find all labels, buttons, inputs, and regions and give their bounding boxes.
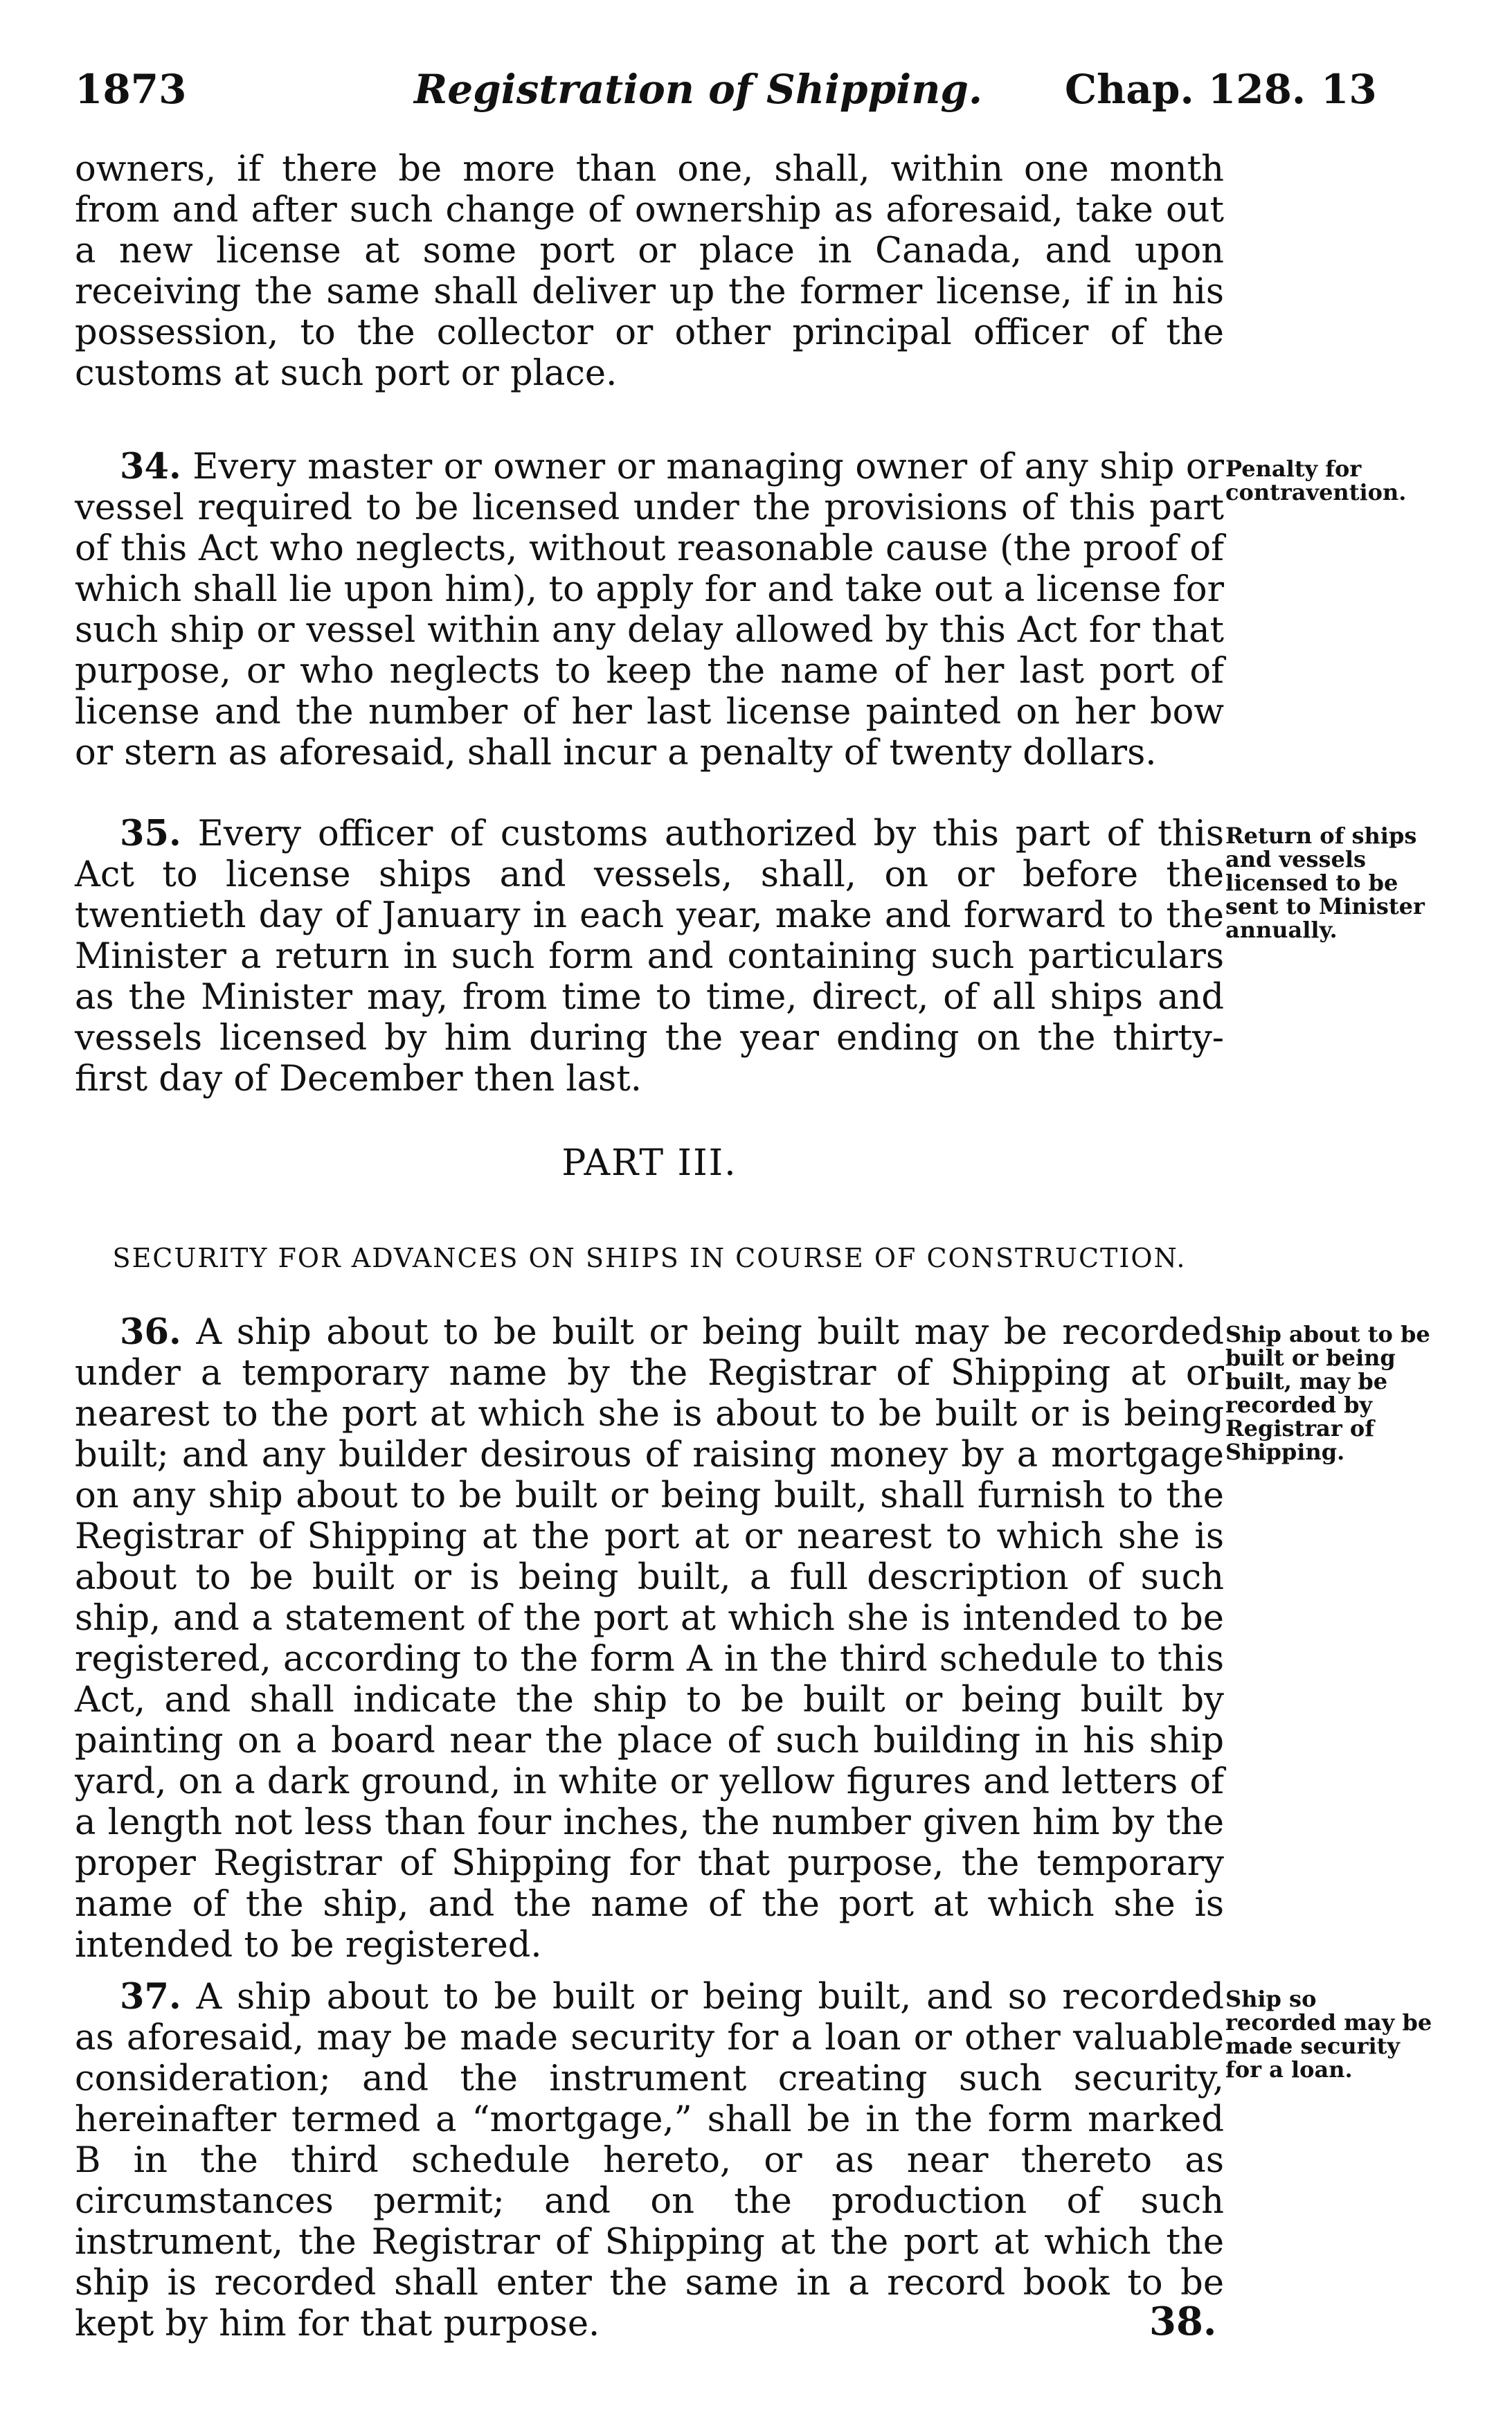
margin-note-37: Ship so recorded may be made security for a loan.	[1225, 1986, 1432, 2083]
section-text: Every officer of customs authorized by this part of this Act to license ships and vessels, shall, on or before the twentieth day of January in each year, make and forward to the Minister a return in such form and containing such particulars as the Minister may, from time to time, direct, of all ships and vessels licensed by him during the year ending on the thirty-first day of December then last.	[75, 814, 1224, 1099]
margin-note-35: Return of ships and vessels licensed to be sent to Minister annually.	[1225, 823, 1425, 943]
header-chapter: Chap. 128.	[1065, 66, 1306, 113]
header-year: 1873	[75, 66, 187, 113]
section-text: Every master or owner or managing owner of any ship or vessel required to be licensed under the provisions of this part of this Act who neglects, without reasonable cause (the proof of which shall lie upon him), to apply for and take out a license for such ship or vessel within any delay allowed by this Act for that purpose, or who neglects to keep the name of her last port of license and the number of her last license painted on her bow or stern as aforesaid, shall incur a penalty of twenty dollars.	[75, 447, 1224, 773]
section-number: 37.	[120, 1976, 181, 2018]
continuation-text: owners, if there be more than one, shall, within one month from and after such change of ownership as aforesaid, take out a new license at some port or place in Canada, and upon receiving the same shall deliver up the former license, if in his possession, to the collector or other principal officer of the customs at such port or place.	[75, 149, 1224, 394]
header-page-number: 13	[1321, 66, 1377, 113]
margin-note-36: Ship about to be built or being built, may be recorded by Registrar of Shipping.	[1225, 1321, 1430, 1465]
section-text: A ship about to be built or being built, and so recorded as aforesaid, may be made security for a loan or other valuable consideration; and the instrument creating such security, hereinafter termed a “mortgage,” shall be in the form marked B in the third schedule hereto, or as near thereto as circumstances permit; and on the production of such instrument, the Registrar of Shipping at the port at which the ship is recorded shall enter the same in a record book to be kept by him for that purpose.	[75, 1977, 1224, 2344]
section-35	[75, 814, 1224, 1099]
margin-note-34: Penalty for contravention.	[1225, 456, 1407, 505]
part-subtitle: SECURITY FOR ADVANCES ON SHIPS IN COURSE OF CONSTRUCTION.	[112, 1243, 1187, 1273]
section-37	[75, 1977, 1224, 2344]
section-number: 35.	[120, 813, 181, 854]
section-36	[75, 1312, 1224, 1966]
catchword: 38.	[1149, 2299, 1217, 2344]
part-title: PART III.	[561, 1142, 737, 1184]
section-34	[75, 447, 1224, 773]
continuation-paragraph	[75, 149, 1224, 394]
header-title: Registration of Shipping.	[414, 66, 983, 113]
section-text: A ship about to be built or being built may be recorded under a temporary name by the Registrar of Shipping at or nearest to the port at which she is about to be built or is being built; and any builder desirous of raising money by a mortgage on any ship about to be built or being built, shall furnish to the Registrar of Shipping at the port at or nearest to which she is about to be built or is being built, a full description of such ship, and a statement of the port at which she is intended to be registered, according to the form A in the third schedule to this Act, and shall indicate the ship to be built or being built by painting on a board near the place of such building in his ship yard, on a dark ground, in white or yellow figures and letters of a length not less than four inches, the number given him by the proper Registrar of Shipping for that purpose, the temporary name of the ship, and the name of the port at which she is intended to be registered.	[75, 1312, 1224, 1966]
section-number: 34.	[120, 446, 181, 487]
section-number: 36.	[120, 1311, 181, 1353]
running-header	[75, 66, 1432, 128]
